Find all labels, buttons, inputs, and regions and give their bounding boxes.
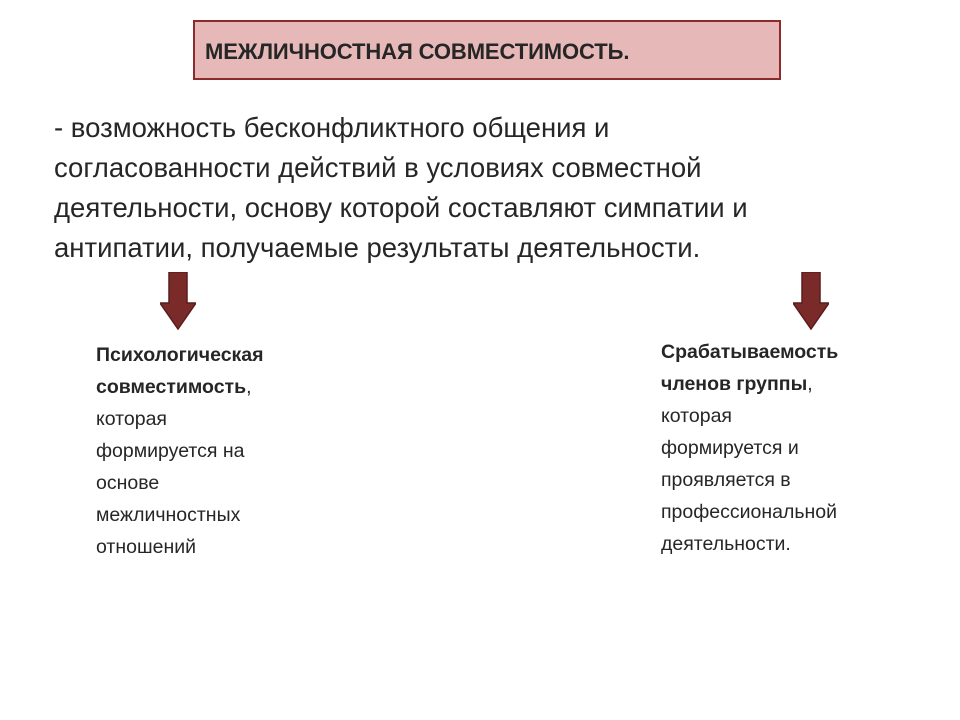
block-line: межличностных [96, 504, 241, 526]
block-heading: членов группы [661, 373, 808, 395]
definition-line: антипатии, получаемые результаты деятельности. [54, 232, 701, 263]
down-arrow-icon [793, 272, 829, 330]
definition-line: согласованности действий в условиях совместной [54, 152, 702, 183]
block-heading: Срабатываемость [661, 341, 839, 363]
slide-title-box [193, 20, 781, 80]
definition-line: - возможность бесконфликтного общения и [54, 112, 610, 143]
block-line: формируется на [96, 440, 245, 462]
definition-line: деятельности, основу которой составляют симпатии и [54, 192, 748, 223]
block-heading: Психологическая [96, 344, 264, 366]
block-line: деятельности. [661, 533, 791, 555]
down-arrow-icon [160, 272, 196, 330]
block-heading: совместимость [96, 376, 247, 398]
block-line: которая [96, 408, 167, 430]
block-line: формируется и [661, 437, 799, 459]
comma: , [246, 376, 252, 398]
slide-title: МЕЖЛИЧНОСТНАЯ СОВМЕСТИМОСТЬ. [205, 39, 630, 64]
comma: , [807, 373, 813, 395]
block-line: основе [96, 472, 160, 494]
psychological-compatibility-block [96, 339, 356, 563]
block-line: которая [661, 405, 732, 427]
definition-text [54, 108, 914, 268]
block-line: профессиональной [661, 501, 838, 523]
block-line: отношений [96, 536, 197, 558]
block-line: проявляется в [661, 469, 791, 491]
group-workability-block [661, 336, 931, 560]
